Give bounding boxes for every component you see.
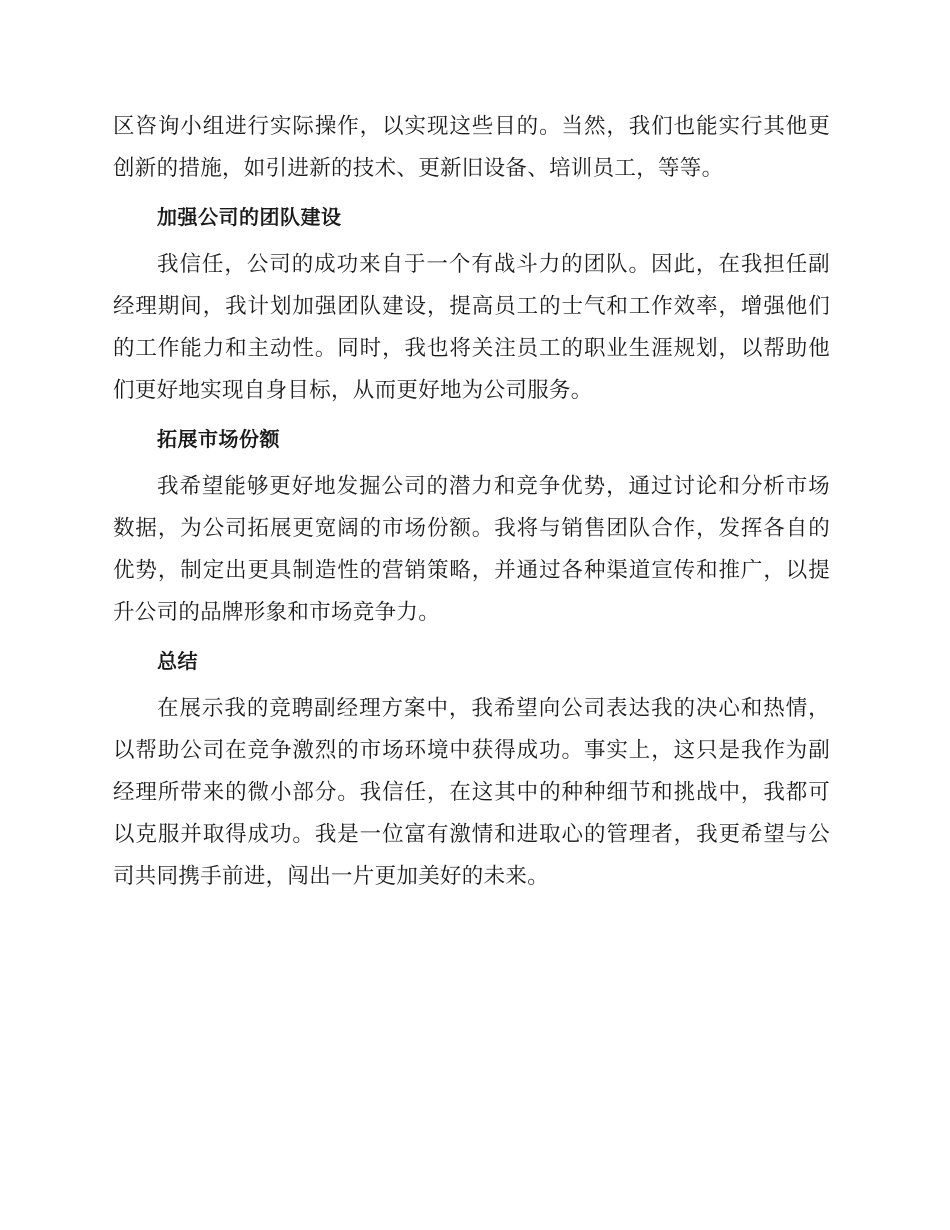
section-heading-summary: 总结 bbox=[157, 649, 198, 673]
document-body bbox=[113, 106, 830, 898]
section-body-summary: 在展示我的竞聘副经理方案中，我希望向公司表达我的决心和热情，以帮助公司在竞争激烈的市场环境中获得成功。事实上，这只是我作为副经理所带来的微小部分。我信任，在这其中的种种细节和挑战中，我都可以克服并取得成功。我是一位富有激情和进取心的管理者，我更希望与公司共同携手前进，闯出一片更加美好的未来。 bbox=[113, 696, 830, 889]
section-heading-team-building: 加强公司的团队建设 bbox=[157, 205, 342, 229]
intro-paragraph: 区咨询小组进行实际操作，以实现这些目的。当然，我们也能实行其他更创新的措施，如引进新的技术、更新旧设备、培训员工，等等。 bbox=[113, 114, 830, 181]
section-heading-market-share: 拓展市场份额 bbox=[157, 427, 280, 451]
section-body-team-building: 我信任，公司的成功来自于一个有战斗力的团队。因此，在我担任副经理期间，我计划加强团队建设，提高员工的士气和工作效率，增强他们的工作能力和主动性。同时，我也将关注员工的职业生涯规划，以帮助他们更好地实现自身目标，从而更好地为公司服务。 bbox=[113, 252, 830, 403]
section-body-market-share: 我希望能够更好地发掘公司的潜力和竞争优势，通过讨论和分析市场数据，为公司拓展更宽阔的市场份额。我将与销售团队合作，发挥各自的优势，制定出更具制造性的营销策略，并通过各种渠道宣传和推广，以提升公司的品牌形象和市场竞争力。 bbox=[113, 474, 830, 625]
